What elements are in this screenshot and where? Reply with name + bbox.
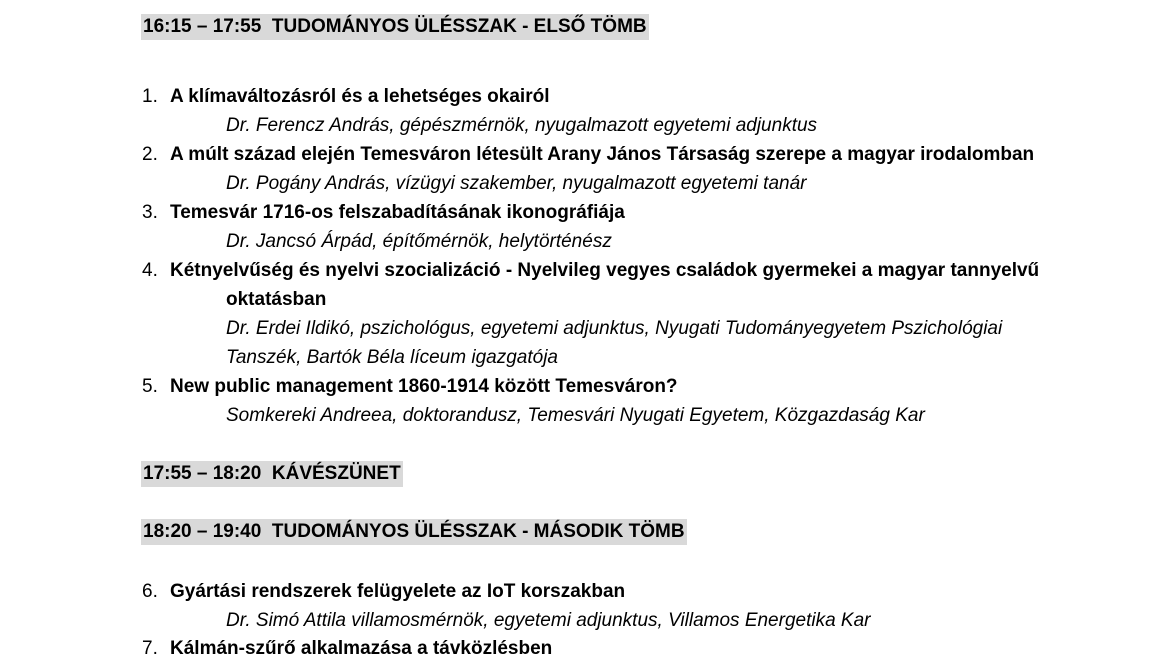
section-time: 18:20 – 19:40 xyxy=(143,521,262,542)
item-number: 5. xyxy=(142,376,158,397)
item-speaker: Dr. Ferencz András, gépészmérnök, nyugalmazott egyetemi adjunktus xyxy=(226,115,818,136)
item-speaker-continued: Tanszék, Bartók Béla líceum igazgatója xyxy=(226,347,558,368)
item-number: 4. xyxy=(142,260,158,281)
item-speaker: Dr. Pogány András, vízügyi szakember, nyugalmazott egyetemi tanár xyxy=(226,173,807,194)
item-number: 1. xyxy=(142,86,158,107)
list-item-1 xyxy=(142,86,549,108)
list-item-4 xyxy=(142,260,1039,282)
list-item-2 xyxy=(142,144,1034,166)
section-time: 17:55 – 18:20 xyxy=(143,463,262,484)
list-item-6 xyxy=(142,581,625,603)
item-title: Gyártási rendszerek felügyelete az IoT korszakban xyxy=(170,581,626,602)
item-speaker: Somkereki Andreea, doktorandusz, Temesvári Nyugati Egyetem, Közgazdaság Kar xyxy=(226,405,925,426)
item-title: Kétnyelvűség és nyelvi szocializáció - Nyelvileg vegyes családok gyermekei a magyar tannyelvű xyxy=(170,260,1040,281)
item-title: Kálmán-szűrő alkalmazása a távközlésben xyxy=(170,638,553,659)
list-item-3 xyxy=(142,202,625,224)
item-number: 6. xyxy=(142,581,158,602)
section-time: 16:15 – 17:55 xyxy=(143,16,262,37)
section-header-1 xyxy=(141,14,649,40)
item-speaker: Dr. Simó Attila villamosmérnök, egyetemi adjunktus, Villamos Energetika Kar xyxy=(226,610,871,631)
section-header-2 xyxy=(141,461,403,487)
item-title-continued: oktatásban xyxy=(226,289,327,310)
list-item-7 xyxy=(142,638,552,660)
section-label: TUDOMÁNYOS ÜLÉSSZAK - ELSŐ TÖMB xyxy=(271,16,647,37)
item-number: 2. xyxy=(142,144,158,165)
item-title: A klímaváltozásról és a lehetséges okairól xyxy=(170,86,550,107)
item-title: A múlt század elején Temesváron létesült Arany János Társaság szerepe a magyar irodalomban xyxy=(170,144,1035,165)
item-speaker: Dr. Erdei Ildikó, pszichológus, egyetemi adjunktus, Nyugati Tudományegyetem Pszichológiai xyxy=(226,318,1003,339)
item-number: 7. xyxy=(142,638,158,659)
item-title: New public management 1860-1914 között Temesváron? xyxy=(170,376,678,397)
section-label: KÁVÉSZÜNET xyxy=(271,463,401,484)
item-speaker: Dr. Jancsó Árpád, építőmérnök, helytörténész xyxy=(226,231,612,252)
section-label: TUDOMÁNYOS ÜLÉSSZAK - MÁSODIK TÖMB xyxy=(271,521,685,542)
item-number: 3. xyxy=(142,202,158,223)
list-item-5 xyxy=(142,376,678,398)
section-header-3 xyxy=(141,519,687,545)
item-title: Temesvár 1716-os felszabadításának ikonográfiája xyxy=(170,202,625,223)
